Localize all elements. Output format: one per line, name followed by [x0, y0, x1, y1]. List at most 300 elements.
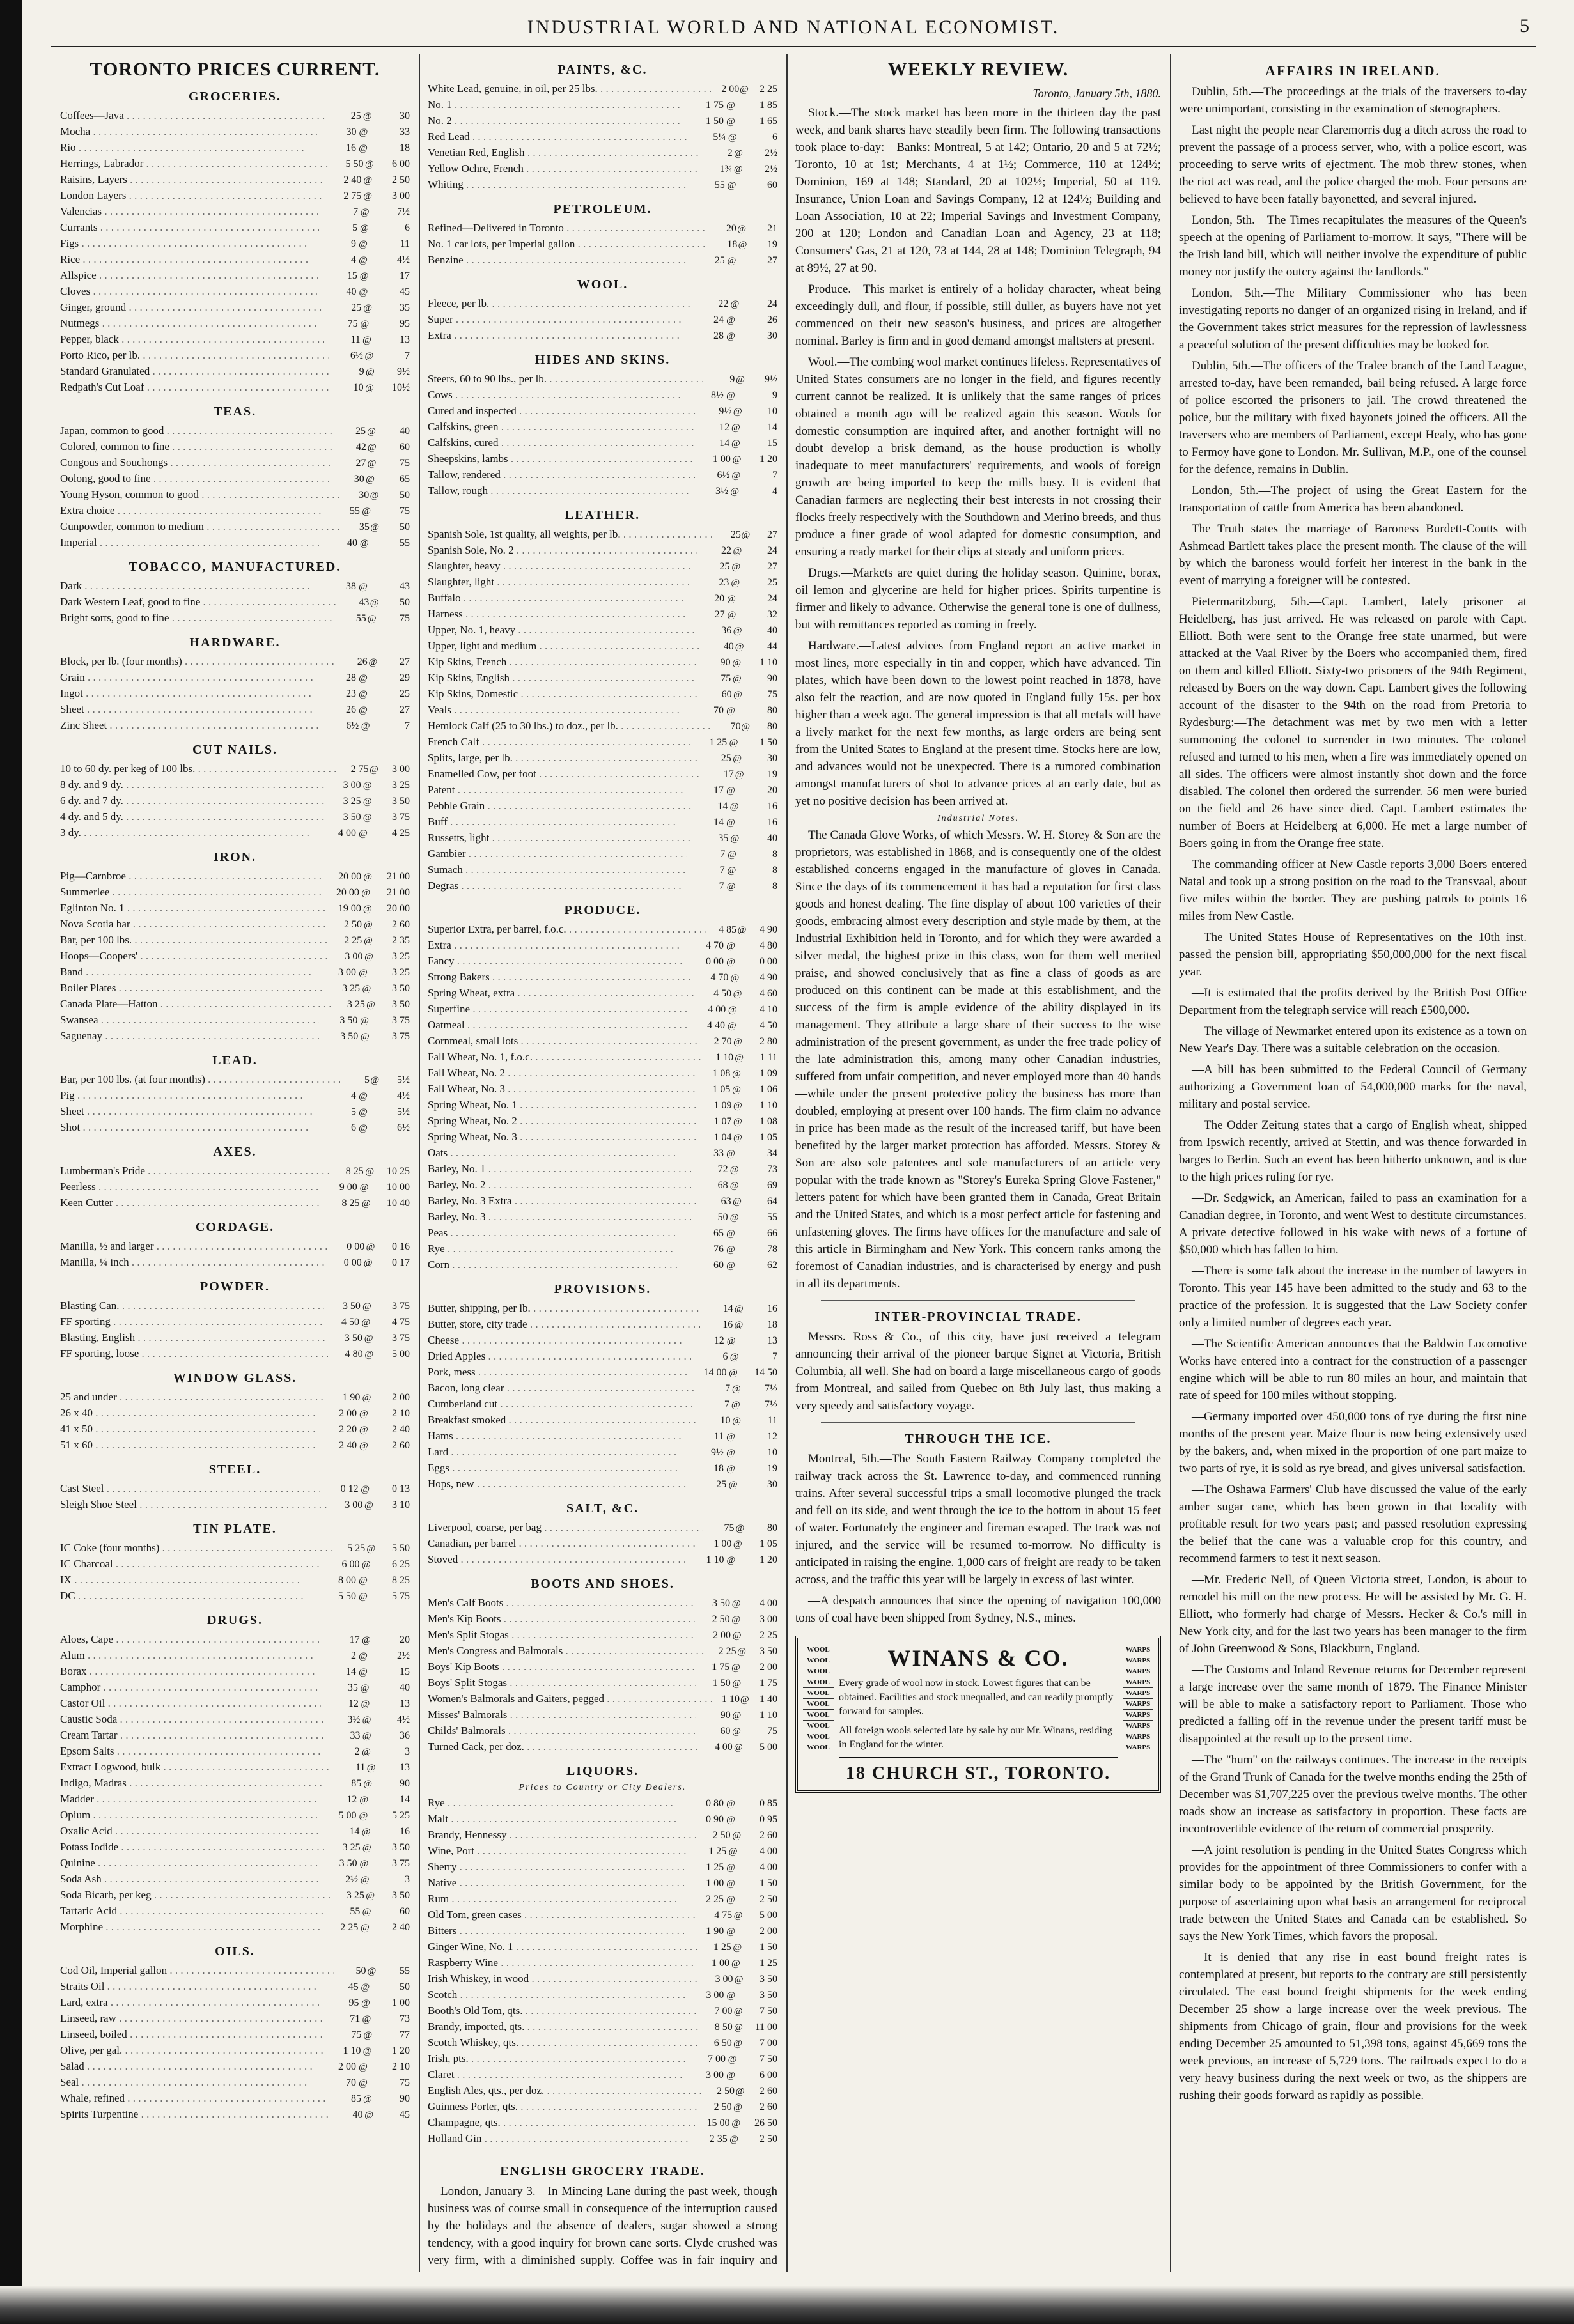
- price-high: 2 60: [392, 1440, 410, 1451]
- price-high: 12: [767, 1431, 777, 1442]
- price-separator-icon: @: [735, 1523, 745, 1533]
- price-high: 7: [772, 470, 778, 481]
- price-high: 6 00: [391, 159, 410, 169]
- price-section-heading: DRUGS.: [206, 1613, 263, 1627]
- price-item-name: Men's Congress and Balmorals . . .: [428, 1643, 706, 1659]
- price-high: 0 85: [760, 1798, 777, 1809]
- price-separator-icon: @: [731, 1958, 740, 1969]
- price-separator-icon: @: [727, 1021, 736, 1031]
- ad-side-word: WARPS: [1123, 1742, 1153, 1753]
- price-low: 36: [721, 625, 732, 636]
- price-separator-icon: @: [735, 1053, 744, 1063]
- price-item-name: Sherry . . .: [428, 1859, 684, 1875]
- price-item-name: Pig—Carnbroe . . .: [60, 869, 325, 884]
- price-low: 75: [721, 673, 731, 684]
- price-separator-icon: @: [737, 224, 747, 234]
- price-high: 7: [404, 350, 410, 361]
- price-item-name: Salad . . .: [60, 2059, 316, 2074]
- price-low: 20 00: [338, 871, 362, 882]
- price-separator-icon: @: [364, 2110, 374, 2120]
- price-high: 45: [400, 286, 410, 297]
- price-separator-icon: @: [359, 2078, 368, 2088]
- price-row: [428, 1209, 777, 1225]
- price-row: [60, 1632, 410, 1648]
- ireland-article: [1179, 83, 1527, 2104]
- price-item-name: Sheepskins, lambs . . .: [428, 451, 696, 467]
- price-item-name: Harness . . .: [428, 607, 686, 622]
- price-row: [60, 1760, 410, 1776]
- price-high: 27: [400, 656, 410, 667]
- price-item-name: Scotch . . .: [428, 1987, 685, 2003]
- price-row: [428, 1795, 777, 1811]
- price-separator-icon: @: [729, 802, 739, 812]
- price-separator-icon: @: [366, 1891, 375, 1901]
- prices-title: TORONTO PRICES CURRENT.: [90, 59, 380, 80]
- price-high: 0 95: [760, 1814, 777, 1825]
- price-low: 0 12: [340, 1483, 359, 1494]
- price-row: [428, 467, 777, 483]
- price-high: 7: [772, 1351, 777, 1362]
- price-item-name: Nova Scotia bar . . .: [60, 917, 327, 932]
- price-high: 0 16: [392, 1241, 410, 1252]
- price-separator-icon: @: [737, 925, 747, 935]
- price-low: 30: [354, 474, 364, 484]
- price-separator-icon: @: [359, 1123, 368, 1133]
- price-high: 1 65: [760, 116, 777, 127]
- price-high: 0 13: [392, 1483, 410, 1494]
- price-item-name: Bitters . . .: [428, 1923, 684, 1939]
- price-row: [60, 1556, 410, 1572]
- price-low: 76: [713, 1244, 724, 1255]
- price-item-name: Linseed, raw . . .: [60, 2011, 323, 2026]
- industrial-notes-article: [795, 826, 1161, 1292]
- price-separator-icon: @: [365, 159, 374, 169]
- price-low: 7: [720, 849, 726, 860]
- price-high: 7½: [397, 206, 410, 217]
- price-high: 14: [400, 1794, 410, 1805]
- price-low: 55: [349, 506, 360, 516]
- price-row: [60, 777, 410, 793]
- winans-advertisement: [795, 1636, 1161, 1793]
- price-row: [428, 1891, 777, 1907]
- price-row: [428, 1193, 777, 1209]
- price-item-name: Brandy, imported, qts. . . .: [428, 2019, 699, 2034]
- price-high: 7: [405, 720, 410, 731]
- price-low: 33: [713, 1148, 724, 1159]
- price-high: 26: [767, 314, 777, 325]
- price-item-name: Soda Bicarb, per keg . . .: [60, 1887, 331, 1903]
- price-high: 43: [400, 581, 410, 592]
- price-separator-icon: @: [362, 2014, 371, 2024]
- price-row: [428, 1907, 777, 1923]
- price-row: [60, 1179, 410, 1195]
- price-separator-icon: @: [361, 1998, 370, 2008]
- price-separator-icon: @: [731, 578, 740, 588]
- price-item-name: Keen Cutter . . .: [60, 1195, 323, 1211]
- paragraph: Last night the people near Claremorris dug a ditch across the road to prevent the passage of a process server, who, with a police escort, was proceeding to serve writs of ejectment. The mob threw stones, when the riot act was read, and the police charged the mob. Four persons are believed to have been fatally bayonetted, and several injured.: [1179, 123, 1527, 206]
- price-separator-icon: @: [731, 438, 740, 449]
- price-section-heading: SALT, &C.: [566, 1501, 639, 1515]
- price-low: 3 25: [346, 1890, 364, 1901]
- price-row: [60, 809, 410, 825]
- price-item-name: Champagne, qts. . . .: [428, 2115, 695, 2130]
- price-low: 3 00: [706, 2070, 724, 2080]
- price-row: [60, 1012, 410, 1028]
- price-low: 45: [348, 1981, 359, 1992]
- price-high: 7 50: [760, 2054, 778, 2064]
- price-row: [60, 869, 410, 885]
- price-row: [428, 371, 777, 387]
- price-section-subheading: Prices to Country or City Dealers.: [518, 1783, 687, 1792]
- price-high: 27: [767, 529, 777, 540]
- price-row: [428, 312, 777, 328]
- price-separator-icon: @: [359, 968, 368, 978]
- interprovincial-article: [795, 1328, 1161, 1414]
- price-item-name: Pepper, black . . .: [60, 332, 324, 347]
- price-low: 1 25: [706, 1862, 724, 1873]
- price-high: 0 00: [760, 956, 777, 967]
- price-high: 4: [772, 486, 777, 497]
- price-item-name: Summerlee . . .: [60, 885, 322, 900]
- price-row: [428, 830, 777, 846]
- price-row: [428, 559, 777, 575]
- price-row: [60, 1855, 410, 1871]
- price-row: [428, 954, 777, 970]
- price-item-name: Childs' Balmorals . . .: [428, 1723, 696, 1739]
- price-item-name: Sheet . . .: [60, 1104, 316, 1119]
- price-row: [428, 970, 777, 986]
- price-high: 66: [767, 1228, 777, 1239]
- price-item-name: Barley, No. 3 . . .: [428, 1209, 691, 1225]
- price-row: [428, 435, 777, 451]
- price-row: [60, 1120, 410, 1136]
- price-high: 2 25: [760, 1630, 777, 1641]
- price-separator-icon: @: [732, 454, 742, 465]
- price-separator-icon: @: [732, 1631, 742, 1641]
- price-row: [60, 1072, 410, 1088]
- price-separator-icon: @: [359, 1576, 368, 1586]
- price-low: 95: [348, 1997, 359, 2008]
- price-item-name: Canada Plate—Hatton . . .: [60, 996, 332, 1012]
- paragraph: Hardware.—Latest advices from England report an active market in most lines, more especially in tin and copper, which have advanced. Tin plates, which have been down to the lowest point reached in 1878, have also felt the reaction, and are now quoted in England fully 15s. per box higher than a week ago. The general impression is that all metals will have a lively market for the next few months, as large orders are being sent from the United States to England at the present time. Stocks here are low, and advances would not be unexpected. There is a rumored combination amongst manufacturers of shot to advance prices at an early date, but as yet no positive decision has been arrived at.: [795, 639, 1161, 808]
- price-separator-icon: @: [366, 1000, 375, 1010]
- price-item-name: Veals . . .: [428, 702, 684, 718]
- price-separator-icon: @: [362, 1747, 371, 1757]
- price-high: 40: [767, 625, 777, 636]
- price-high: 30: [400, 111, 410, 121]
- price-high: 6 00: [760, 2070, 777, 2080]
- price-separator-icon: @: [359, 239, 368, 249]
- price-high: 8: [772, 865, 777, 876]
- price-separator-icon: @: [366, 1242, 375, 1252]
- paragraph: Montreal, 5th.—The South Eastern Railway Company completed the railway track across the St. Lawrence to-day, and commenced running trains. After several successful trips a small locomotive plunged the track and fell on its side, and went through the ice to the bottom in about 15 feet of water. Fortunately the engineer and fireman escaped. The track was not injured, and the service will be resumed to-morrow. No difficulty is anticipated in raising the engine. 1,000 cars of freight are ready to be taken across, and the traffic this year will be largely in excess of last winter.: [795, 1452, 1161, 1586]
- price-high: 27: [767, 561, 777, 572]
- price-high: 30: [767, 330, 777, 341]
- price-low: 11: [355, 1762, 366, 1773]
- price-row: [60, 1346, 410, 1362]
- price-separator-icon: @: [362, 796, 372, 807]
- price-item-name: Cast Steel . . .: [60, 1481, 320, 1496]
- price-item-name: Swansea . . .: [60, 1012, 319, 1028]
- price-low: 4 85: [719, 924, 737, 935]
- price-low: 71: [350, 2013, 361, 2024]
- price-row: [428, 1050, 777, 1065]
- price-high: 2 60: [759, 1830, 777, 1841]
- price-separator-icon: @: [364, 1349, 374, 1360]
- paragraph: The Truth states the marriage of Baroness Burdett-Coutts with Ashmead Bartlett takes place the present month. The clause of the will by which the baroness would forfeit her interest in the bank in the event of marrying a foreigner will be contested.: [1179, 522, 1527, 587]
- price-separator-icon: @: [734, 1742, 743, 1753]
- price-item-name: Caustic Soda . . .: [60, 1712, 323, 1727]
- price-row: [428, 2099, 777, 2115]
- price-separator-icon: @: [359, 582, 368, 592]
- price-high: 55: [400, 538, 410, 548]
- price-separator-icon: @: [359, 223, 369, 233]
- price-low: 85: [350, 2093, 361, 2104]
- price-low: 3 00: [706, 1990, 724, 2001]
- price-item-name: Fall Wheat, No. 3 . . .: [428, 1081, 696, 1097]
- price-item-name: Bright sorts, good to fine . . .: [60, 610, 334, 626]
- price-separator-icon: @: [366, 367, 375, 377]
- price-separator-icon: @: [726, 786, 735, 796]
- price-item-name: Barley, No. 2 . . .: [428, 1177, 691, 1193]
- price-item-name: Blasting Can. . . .: [60, 1298, 324, 1313]
- price-separator-icon: @: [367, 426, 376, 437]
- price-item-name: Malt . . .: [428, 1811, 684, 1827]
- price-high: 5 00: [760, 1742, 777, 1753]
- price-item-name: Cured and inspected . . .: [428, 403, 698, 419]
- price-item-name: Blasting, English . . .: [60, 1330, 327, 1345]
- price-row: [60, 2027, 410, 2043]
- price-separator-icon: @: [359, 538, 369, 548]
- price-row: [60, 793, 410, 809]
- price-low: 10: [720, 1415, 731, 1426]
- price-low: 4 40: [707, 1020, 726, 1031]
- price-low: 17: [713, 785, 724, 796]
- price-row: [60, 1887, 410, 1903]
- price-high: 3 10: [391, 1499, 410, 1510]
- price-item-name: Rye . . .: [428, 1795, 684, 1811]
- price-separator-icon: @: [731, 470, 741, 481]
- price-section-heading: PAINTS, &C.: [557, 63, 648, 77]
- price-item-name: Young Hyson, common to good . . .: [60, 487, 339, 502]
- price-item-name: Extra . . .: [428, 328, 684, 343]
- through-ice-title: THROUGH THE ICE.: [905, 1432, 1052, 1446]
- price-high: 75: [400, 458, 410, 469]
- price-low: 8 50: [714, 2022, 733, 2033]
- price-separator-icon: @: [361, 721, 370, 731]
- price-low: 1 50: [706, 116, 724, 127]
- price-low: 20: [726, 223, 736, 234]
- price-row: [60, 718, 410, 734]
- price-separator-icon: @: [731, 1400, 740, 1410]
- price-separator-icon: @: [363, 920, 373, 930]
- price-separator-icon: @: [359, 1859, 369, 1869]
- price-low: 26: [346, 704, 356, 715]
- price-high: 3 00: [760, 1614, 777, 1625]
- price-high: 3 50: [391, 1842, 410, 1853]
- price-high: 7½: [764, 1383, 777, 1394]
- paragraph: —Germany imported over 450,000 tons of rye during the first nine months of the present year. Maize flour is now being extensively used by the bakers, and, when mixed in the proportion of one part maize to two parts of rye, it is sold as rye bread, and gives universal satisfaction.: [1179, 1410, 1527, 1475]
- price-low: 1 90: [342, 1392, 361, 1403]
- price-high: 40: [400, 426, 410, 437]
- price-high: 3 75: [392, 1333, 410, 1344]
- price-item-name: Men's Kip Boots . . .: [428, 1611, 695, 1627]
- price-item-name: Peas . . .: [428, 1225, 684, 1241]
- price-item-name: Slaughter, heavy . . .: [428, 559, 694, 574]
- price-row: [60, 1255, 410, 1271]
- price-item-name: Whiting . . .: [428, 177, 686, 192]
- price-separator-icon: @: [729, 2134, 738, 2144]
- weekly-review-column: [786, 54, 1170, 2272]
- price-high: 13: [767, 1335, 777, 1346]
- price-item-name: Hams . . .: [428, 1429, 684, 1444]
- price-section-heading: CORDAGE.: [195, 1220, 275, 1234]
- price-section-heading: TOBACCO, MANUFACTURED.: [129, 560, 341, 574]
- price-separator-icon: @: [732, 1069, 741, 1079]
- price-row: [428, 655, 777, 670]
- price-row: [60, 2075, 410, 2091]
- price-section-heading: TEAS.: [213, 405, 257, 419]
- price-high: 2 50: [760, 1894, 777, 1905]
- price-separator-icon: @: [726, 957, 735, 967]
- price-item-name: Spring Wheat, extra . . .: [428, 986, 697, 1001]
- price-separator-icon: @: [733, 546, 742, 556]
- price-separator-icon: @: [728, 849, 736, 860]
- price-row: [60, 1314, 410, 1330]
- price-row: [428, 236, 777, 252]
- price-row: [60, 1540, 410, 1556]
- industrial-notes-title: Industrial Notes.: [937, 814, 1020, 823]
- price-item-name: Canadian, per barrel . . .: [428, 1536, 697, 1551]
- price-row: [428, 1971, 777, 1987]
- scan-left-edge: [0, 0, 22, 2324]
- price-low: 17: [723, 769, 734, 780]
- price-low: 0 00: [706, 956, 724, 967]
- price-item-name: Sumach . . .: [428, 862, 686, 878]
- price-row: [428, 1097, 777, 1113]
- price-high: 4½: [397, 1090, 410, 1101]
- price-item-name: Irish, pts. . . .: [428, 2051, 687, 2066]
- price-item-name: Old Tom, green cases . . .: [428, 1907, 699, 1923]
- price-row: [60, 2091, 410, 2107]
- price-row: [60, 1792, 410, 1808]
- price-low: 1 10: [722, 1694, 740, 1705]
- price-item-name: Pig . . .: [60, 1088, 316, 1103]
- ad-side-word: WOOL: [803, 1655, 834, 1666]
- price-row: [60, 268, 410, 284]
- price-high: 90: [400, 1778, 410, 1789]
- price-row: [428, 718, 777, 734]
- price-low: 2 35: [709, 2134, 728, 2144]
- price-low: 23: [346, 688, 356, 699]
- price-separator-icon: @: [367, 614, 377, 624]
- price-low: 1 75: [712, 1662, 730, 1673]
- price-high: 8: [772, 849, 777, 860]
- ad-side-word: WARPS: [1123, 1677, 1153, 1688]
- price-row: [428, 591, 777, 607]
- price-item-name: Refined—Delivered in Toronto . . .: [428, 221, 706, 236]
- price-row: [428, 2067, 777, 2083]
- price-high: 1 10: [760, 1100, 777, 1111]
- price-section-heading: AXES.: [213, 1145, 257, 1159]
- price-row: [60, 236, 410, 252]
- price-high: 3 50: [392, 983, 410, 994]
- price-low: 20 00: [336, 887, 359, 898]
- price-row: [60, 964, 410, 980]
- price-low: 2 25: [706, 1894, 724, 1905]
- ad-side-word: WOOL: [803, 1666, 834, 1677]
- price-item-name: Slaughter, light . . .: [428, 575, 693, 590]
- price-separator-icon: @: [726, 1799, 735, 1809]
- price-high: 3 50: [760, 1646, 777, 1657]
- price-separator-icon: @: [733, 989, 742, 999]
- masthead: [51, 9, 1536, 47]
- price-high: 2 00: [760, 1662, 777, 1673]
- price-row: [428, 419, 777, 435]
- price-high: 13: [400, 1762, 410, 1773]
- price-item-name: Boys' Split Stogas . . .: [428, 1675, 696, 1691]
- price-low: 1 05: [712, 1084, 731, 1095]
- paragraph: —The "hum" on the railways continues. The increase in the receipts of the Grand Trunk of Canada for the twelve months ending the 25th of December was $1,707,225 over the previous twelve months. The other roads show an increase as satisfactory in proportion. These facts are incontrovertible evidence of the return of commercial prosperity.: [1179, 1753, 1527, 1836]
- price-item-name: Hoops—Coopers' . . .: [60, 949, 328, 964]
- price-row: [60, 1088, 410, 1104]
- price-high: 1 20: [760, 1554, 778, 1565]
- interprovincial-title: INTER-PROVINCIAL TRADE.: [875, 1310, 1082, 1324]
- price-row: [60, 1104, 410, 1120]
- price-low: 3 50: [712, 1598, 731, 1609]
- price-row: [428, 1875, 777, 1891]
- price-separator-icon: @: [732, 1678, 742, 1689]
- price-row: [60, 980, 410, 996]
- ad-copy: All foreign wools selected late by sale by our Mr. Winans, residing in England for the winter.: [839, 1725, 1112, 1750]
- price-item-name: Grain . . .: [60, 670, 316, 685]
- price-section-heading: BOOTS AND SHOES.: [531, 1577, 674, 1591]
- price-row: [428, 1113, 777, 1129]
- price-item-name: Potass Iodide . . .: [60, 1840, 324, 1855]
- price-high: 3 50: [760, 1990, 778, 2001]
- price-high: 4 00: [759, 1846, 777, 1857]
- price-row: [428, 782, 777, 798]
- price-row: [428, 177, 777, 193]
- price-low: 55: [350, 1906, 361, 1917]
- price-separator-icon: @: [360, 1016, 369, 1026]
- price-row: [428, 1445, 777, 1460]
- price-row: [428, 1552, 777, 1568]
- price-high: 2 10: [392, 1408, 410, 1419]
- price-high: 7 00: [759, 2038, 777, 2049]
- price-low: 3 00: [338, 967, 356, 978]
- price-separator-icon: @: [362, 335, 371, 345]
- price-low: 0 00: [347, 1241, 365, 1252]
- price-separator-icon: @: [726, 2070, 735, 2080]
- price-row: [60, 2043, 410, 2059]
- price-low: 25: [714, 255, 725, 266]
- price-high: 1 25: [760, 1958, 777, 1969]
- price-item-name: Redpath's Cut Loaf . . .: [60, 380, 329, 395]
- price-separator-icon: @: [359, 689, 368, 699]
- price-low: 16: [346, 143, 356, 153]
- price-separator-icon: @: [734, 2022, 743, 2033]
- price-row: [428, 2003, 777, 2019]
- price-separator-icon: @: [730, 486, 740, 497]
- price-row: [60, 487, 410, 503]
- price-low: 43: [359, 597, 370, 608]
- price-row: [428, 1827, 777, 1843]
- price-low: 4: [351, 1090, 356, 1101]
- ad-brand: WINANS & CO.: [887, 1645, 1069, 1671]
- price-separator-icon: @: [733, 1942, 742, 1953]
- price-high: 4 25: [392, 828, 410, 839]
